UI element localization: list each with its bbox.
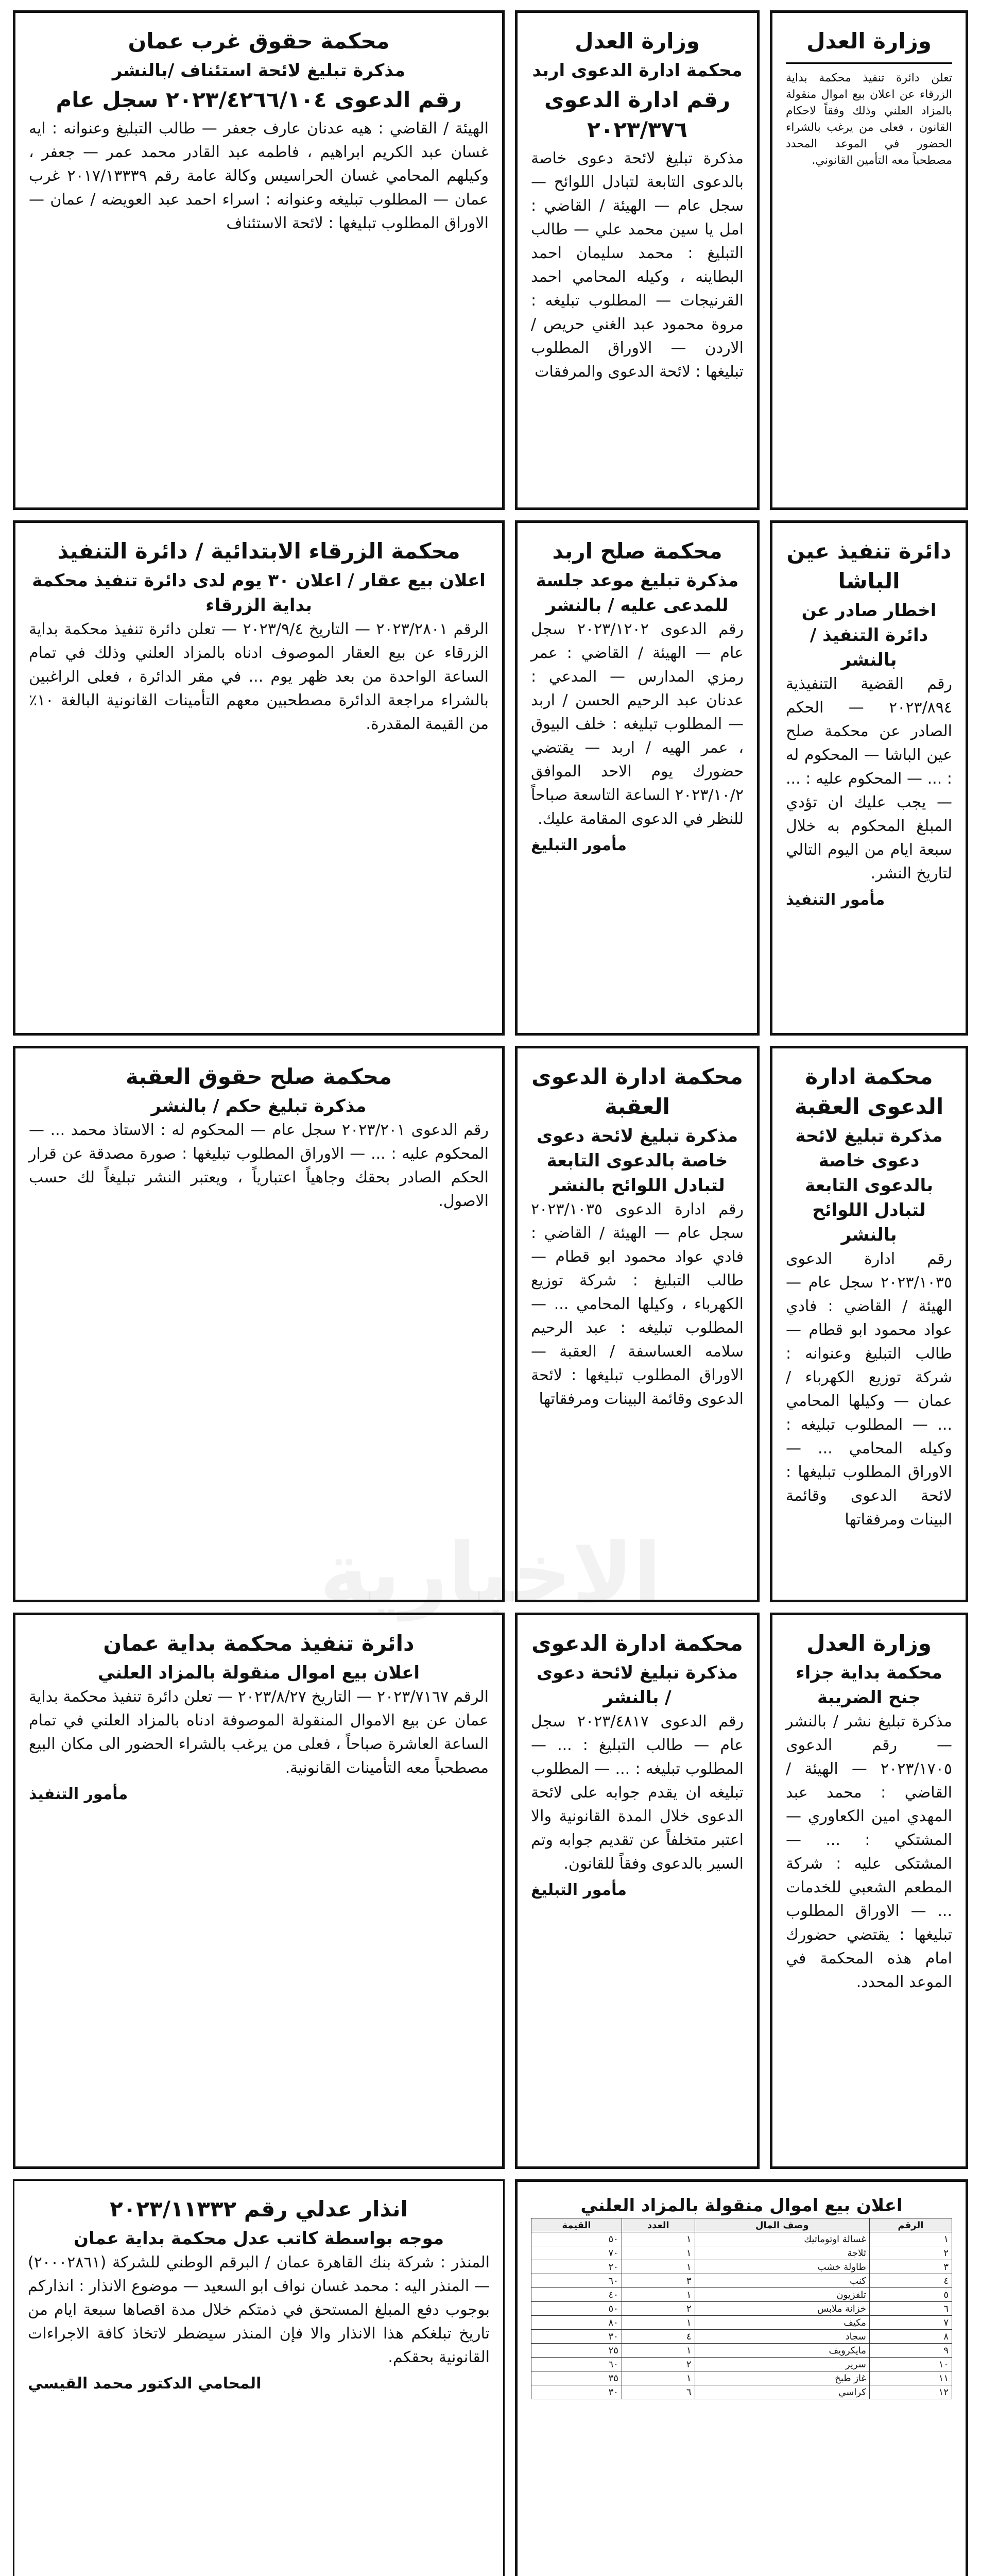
notice-title: محكمة ادارة الدعوى العقبة [531,1064,743,1119]
notice-title: محكمة صلح اربد [552,538,722,564]
table-cell: غاز طبخ [695,2371,869,2385]
table-row [531,2385,952,2399]
notice-body: الرقم ٢٠٢٣/٢٨٠١ — التاريخ ٢٠٢٣/٩/٤ — تعلن دائرة تنفيذ محكمة بداية الزرقاء عن بيع العقار الموصوف ادناه بالمزاد العلني وذلك في تمام الساعة الواحدة من بعد ظهر يوم ... في مقر الدائرة ، فعلى الراغبين بالشراء مراجعة الدائرة مصطحبين معهم التأمينات القانونية البالغة ١٠٪ من القيمة المقدرة. [29,620,489,733]
notice-title: وزارة العدل [806,1631,932,1656]
notice-body: رقم ادارة الدعوى ٢٠٢٣/١٠٣٥ سجل عام — الهيئة / القاضي : فادي عواد محمود ابو قطام — طالب التبليغ وعنوانه : شركة توزيع الكهرباء / عمان — وكيلها المحامي ... — المطلوب تبليغه : وكيله المحامي ... — الاوراق المطلوب تبليغها : لائحة الدعوى وقائمة البينات ومرفقاتها [786,1250,952,1529]
table-cell: ١ [622,2260,695,2274]
table-cell: ١ [622,2246,695,2260]
table-cell: ١١ [869,2371,952,2385]
table-row [531,2330,952,2344]
notice-title: انذار عدلي رقم ٢٠٢٣/١١٣٣٢ [110,2196,408,2222]
table-cell: تلفزيون [695,2288,869,2302]
notice-body: المنذر : شركة بنك القاهرة عمان / البرقم الوطني للشركة (٢٠٠٠٢٨٦١) — المنذر اليه : محمد غسان نواف ابو السعيد — موضوع الانذار : انذاركم بوجوب دفع المبلغ المستحق في ذمتكم خلال مدة اقصاها سبعة ايام من تاريخ تبلغكم هذا الانذار والا فإن المنذر سيضطر لاتخاذ كافة الاجراءات القانونية بحقكم. [28,2253,490,2366]
table-cell: ٦ [622,2385,695,2399]
table-cell: ٥٠ [531,2302,622,2316]
notice-tax-sale [770,10,968,510]
table-row [531,2288,952,2302]
notice-zarqa-property [13,520,505,1036]
notice-body: رقم الدعوى ٢٠٢٣/٤٨١٧ سجل عام — طالب التبليغ : ... — المطلوب تبليغه : ... — المطلوب تبليغه ان يقدم جوابه على لائحة الدعوى خلال المدة القانونية والا اعتبر متخلفاً عن تقديم جوابه وتم السير بالدعوى وفقاً للقانون. [531,1713,744,1873]
table-row [531,2232,952,2246]
table-cell: ١ [622,2288,695,2302]
notice-body: مذكرة تبليغ نشر / بالنشر — رقم الدعوى ٢٠٢٣/١٧٠٥ — الهيئة / القاضي : محمد عبد المهدي امين الكعاوري — المشتكي : ... — المشتكى عليه : شركة المطعم الشعبي للخدمات ... — الاوراق المطلوب تبليغها : يقتضي حضورك امام هذه المحكمة في الموعد المحدد. [786,1713,952,1991]
notice-body: رقم القضية التنفيذية ٢٠٢٣/٨٩٤ — الحكم الصادر عن محكمة صلح عين الباشا — المحكوم له : ... — المحكوم عليه : ... — يجب عليك ان تؤدي المبلغ المحكوم به خلال سبعة ايام من اليوم التالي لتاريخ النشر. [786,675,952,883]
notice-subtitle: مذكرة تبليغ لائحة دعوى خاصة بالدعوى التابعة لتبادل اللوائح بالنشر [795,1126,943,1245]
notice-subtitle: اخطار صادر عن دائرة التنفيذ / بالنشر [801,600,937,670]
table-cell: ٦ [869,2302,952,2316]
table-cell: ٥٠ [531,2232,622,2246]
table-header-cell: وصف المال [695,2218,869,2232]
notice-title: محكمة ادارة الدعوى [531,1631,743,1656]
notice-tax-crimes [770,1613,968,2169]
notice-body: رقم الدعوى ٢٠٢٣/١٢٠٢ سجل عام — الهيئة / القاضي : عمر رمزي المدارس — المدعي : عدنان عبد الرحيم الحسن / اربد — المطلوب تبليغه : خلف البيوق ، عمر الهيه / اربد — يقتضي حضورك يوم الاحد الموافق ٢٠٢٣/١٠/٢ الساعة التاسعة صباحاً للنظر في الدعوى المقامة عليك. [531,620,744,828]
table-row [531,2260,952,2274]
notice-subtitle: مذكرة تبليغ موعد جلسة للمدعى عليه / بالنشر [536,570,739,616]
table-header-cell: العدد [622,2218,695,2232]
table-cell: ٨٠ [531,2316,622,2330]
notice-title: محكمة حقوق غرب عمان [128,28,390,54]
table-header-row [531,2218,952,2232]
notice-subtitle: مذكرة تبليغ حكم / بالنشر [151,1096,367,1116]
table-row [531,2274,952,2288]
table-cell: ٢٠ [531,2260,622,2274]
table-cell: ١ [622,2316,695,2330]
table-cell: سرير [695,2358,869,2371]
table-cell: ٣٠ [531,2385,622,2399]
notice-subtitle: اعلان بيع اموال منقولة بالمزاد العلني [97,1663,420,1683]
notice-body: الرقم ٢٠٢٣/٧١٦٧ — التاريخ ٢٠٢٣/٨/٢٧ — تعلن دائرة تنفيذ محكمة بداية عمان عن بيع الاموال المنقولة الموصوفة ادناه بالمزاد العلني في تمام الساعة العاشرة صباحاً ، فعلى من يرغب بالشراء الحضور الى مكان البيع مصطحباً معه التأمينات القانونية. [29,1688,489,1777]
table-cell: ٧٠ [531,2246,622,2260]
table-cell: ٤ [622,2330,695,2344]
notice-signature: المحامي الدكتور محمد القيسي [28,2375,262,2393]
table-cell: ٢ [622,2358,695,2371]
table-cell: ١ [622,2232,695,2246]
notice-title: اعلان بيع اموال منقولة بالمزاد العلني [580,2195,903,2216]
table-cell: كراسي [695,2385,869,2399]
notice-irbid-magistrate [515,520,760,1036]
table-cell: سجاد [695,2330,869,2344]
notice-irbid-case-mgmt [515,10,760,510]
table-cell: خزانة ملابس [695,2302,869,2316]
table-cell: ٦٠ [531,2358,622,2371]
table-cell: ٣ [622,2274,695,2288]
table-row [531,2371,952,2385]
notice-aqaba-1 [770,1046,968,1602]
table-cell: طاولة خشب [695,2260,869,2274]
notice-subtitle: محكمة ادارة الدعوى اربد [532,60,743,81]
table-cell: ٩ [869,2344,952,2358]
table-cell: ٥ [869,2288,952,2302]
table-cell: ثلاجة [695,2246,869,2260]
table-body [531,2232,952,2399]
notice-title: دائرة تنفيذ محكمة بداية عمان [103,1631,415,1656]
notice-west-amman-appeal [13,10,505,510]
table-row [531,2246,952,2260]
table-cell: ٢ [869,2246,952,2260]
notice-body: تعلن دائرة تنفيذ محكمة بداية الزرقاء عن اعلان بيع اموال منقولة بالمزاد العلني وذلك وفقاً لاحكام القانون ، فعلى من يرغب بالشراء الحضور في الموعد المحدد مصطحباً معه التأمين القانوني. [786,72,952,167]
table-cell: ٨ [869,2330,952,2344]
table-cell: مكيف [695,2316,869,2330]
table-cell: ١٠ [869,2358,952,2371]
table-row [531,2358,952,2371]
notice-body: مذكرة تبليغ لائحة دعوى خاصة بالدعوى التابعة لتبادل اللوائح — سجل عام — الهيئة / القاضي : امل يا سين محمد علي — طالب التبليغ : محمد سليمان احمد البطاينه ، وكيله المحامي احمد القرنيجات — المطلوب تبليغه : مروة محمود عبد الغني حريص / الاردن — الاوراق المطلوب تبليغها : لائحة الدعوى والمرفقات [531,149,744,381]
table-cell: ١ [622,2344,695,2358]
notice-subtitle: موجه بواسطة كاتب عدل محكمة بداية عمان [73,2228,444,2249]
notice-body: الهيئة / القاضي : هيه عدنان عارف جعفر — طالب التبليغ وعنوانه : ايه غسان عبد الكريم ابراهيم ، فاطمه عبد القادر محمد عمر — جعفر ، وكيلهم المحامي غسان الحراسيس وكالة عامة رقم ٢٠١٧/١٣٣٣٩ غرب عمان — المطلوب تبليغه وعنوانه : اسراء احمد عبد العويضه / عمان — الاوراق المطلوب تبليغها : لائحة الاستئناف [29,120,489,232]
table-cell: ١٢ [869,2385,952,2399]
notice-signature: مأمور التنفيذ [29,1785,128,1803]
notice-signature: مأمور التبليغ [531,1881,627,1899]
table-cell: مايكرويف [695,2344,869,2358]
notice-amman-movables [13,1613,505,2169]
table-row [531,2302,952,2316]
table-cell: ١ [622,2371,695,2385]
table-cell: ٢ [622,2302,695,2316]
case-number: رقم ادارة الدعوى ٢٠٢٣/٣٧٦ [544,87,731,142]
table-row [531,2344,952,2358]
table-cell: ٣٥ [531,2371,622,2385]
notice-title: وزارة العدل [575,28,700,54]
notice-subtitle: مذكرة تبليغ لائحة استئناف /بالنشر [112,60,406,81]
notice-signature: مأمور التبليغ [531,836,627,854]
notice-subtitle: مذكرة تبليغ لائحة دعوى / بالنشر [536,1663,738,1708]
table-cell: كنب [695,2274,869,2288]
table-header-cell: الرقم [869,2218,952,2232]
notice-body: رقم الدعوى ٢٠٢٣/٢٠١ سجل عام — المحكوم له : الاستاذ محمد ... — المحكوم عليه : ... — الاوراق المطلوب تبليغها : صورة مصدقة عن قرار الحكم الصادر بحقك وجاهياً اعتبارياً ، ويعتبر النشر تبليغاً لك حسب الاصول. [29,1121,489,1210]
notice-subtitle: محكمة بداية جزاء جنح الضريبة [796,1663,942,1708]
notice-signature: مأمور التنفيذ [786,891,885,909]
table-cell: ٤٠ [531,2288,622,2302]
notice-subtitle: اعلان بيع عقار / اعلان ٣٠ يوم لدى دائرة تنفيذ محكمة بداية الزرقاء [32,570,486,616]
table-cell: ٤ [869,2274,952,2288]
table-cell: ١ [869,2232,952,2246]
table-cell: غسالة اوتوماتيك [695,2232,869,2246]
notice-title: محكمة الزرقاء الابتدائية / دائرة التنفيذ [57,538,460,564]
notice-aqaba-2 [515,1046,760,1602]
notice-aqaba-judgment [13,1046,505,1602]
notice-title: محكمة ادارة الدعوى العقبة [794,1064,944,1119]
table-cell: ٢٥ [531,2344,622,2358]
table-cell: ٣٠ [531,2330,622,2344]
notice-body: رقم ادارة الدعوى ٢٠٢٣/١٠٣٥ سجل عام — الهيئة / القاضي : فادي عواد محمود ابو قطام — طالب التبليغ : شركة توزيع الكهرباء ، وكيلها المحامي ... — المطلوب تبليغه : عبد الرحيم سلامه العساسفة / العقبة — الاوراق المطلوب تبليغها : لائحة الدعوى وقائمة البينات ومرفقاتها [531,1200,744,1408]
notice-subtitle: مذكرة تبليغ لائحة دعوى خاصة بالدعوى التابعة لتبادل اللوائح بالنشر [536,1126,738,1196]
notice-title: دائرة تنفيذ عين الباشا [786,538,952,594]
case-number: رقم الدعوى ٢٠٢٣/٤٢٦٦/١٠٤ سجل عام [56,87,462,112]
movables-table [531,2218,952,2399]
table-header-cell: القيمة [531,2218,622,2232]
notice-movables-table [515,2179,968,2576]
table-cell: ٦٠ [531,2274,622,2288]
notice-case-mgmt [515,1613,760,2169]
notice-ain-basha [770,520,968,1036]
table-cell: ٧ [869,2316,952,2330]
table-row [531,2316,952,2330]
table-cell: ٣ [869,2260,952,2274]
notice-legal-warning [13,2179,505,2576]
notice-title: وزارة العدل [806,28,932,54]
notice-title: محكمة صلح حقوق العقبة [125,1064,392,1089]
